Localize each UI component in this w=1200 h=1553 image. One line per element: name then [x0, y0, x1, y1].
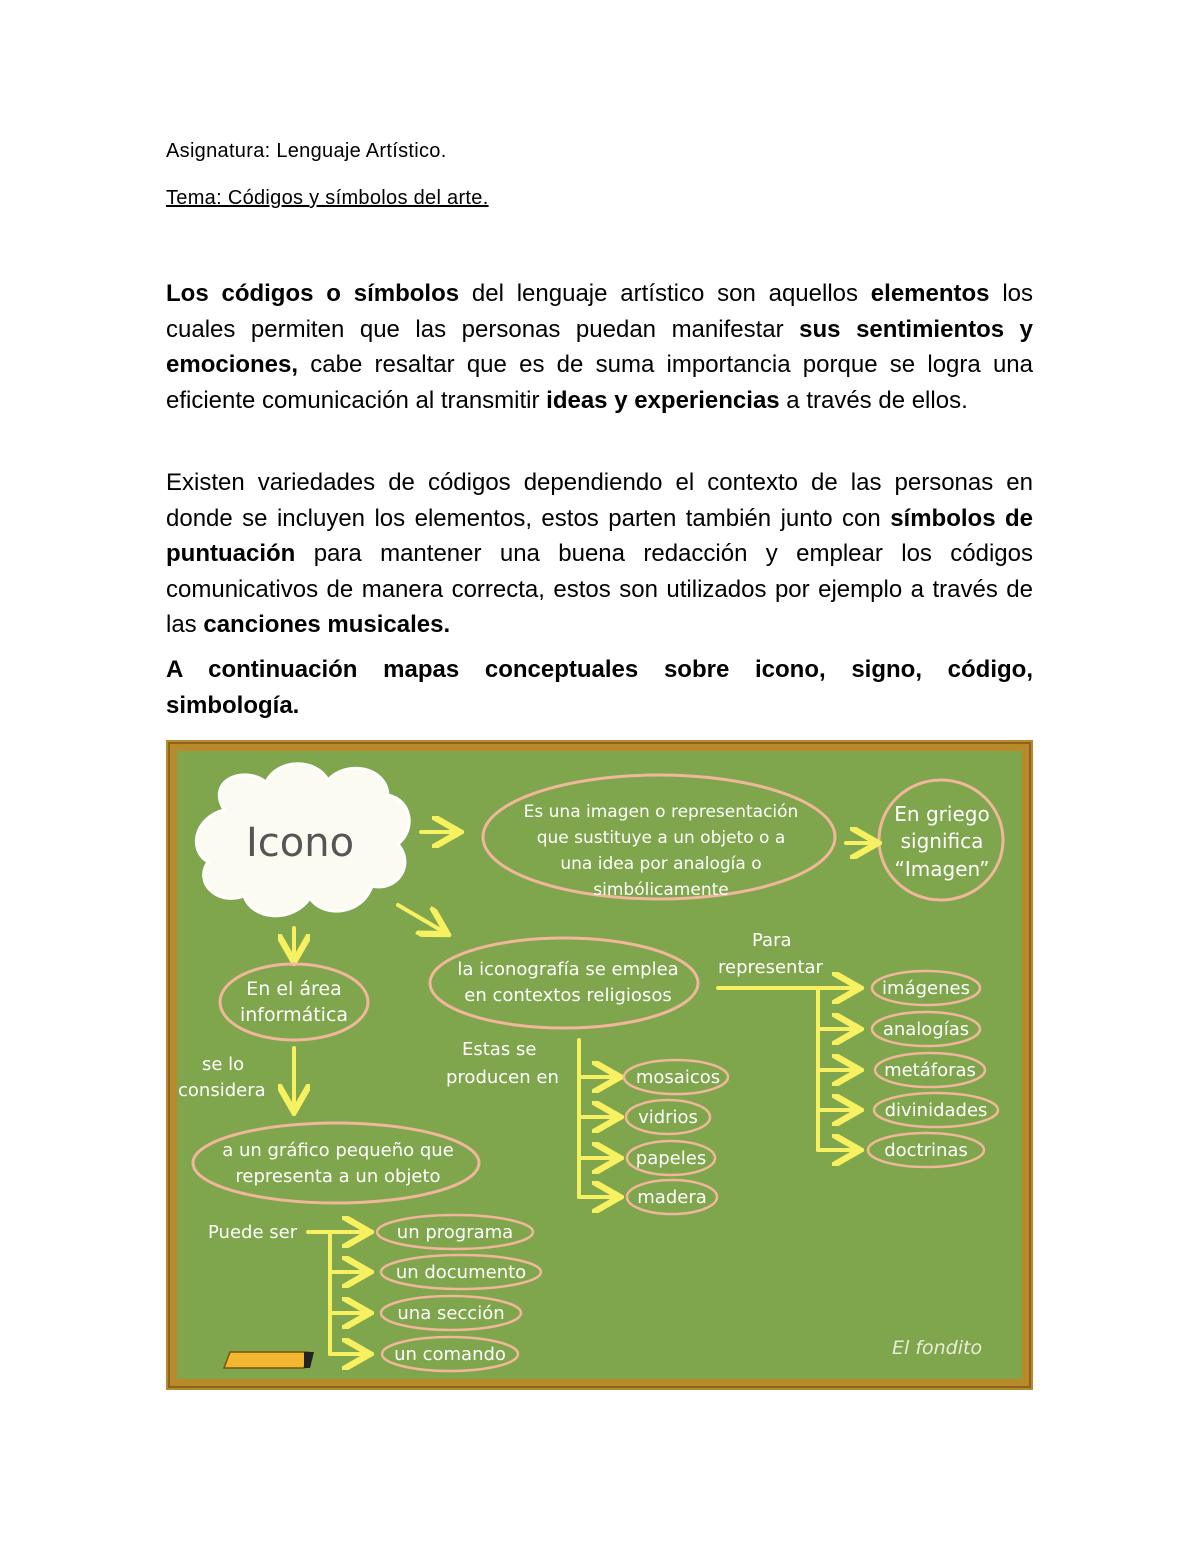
greek-line: significa [900, 829, 984, 853]
greek-line: “Imagen” [894, 857, 990, 881]
puede-ser-item: un programa [396, 1222, 514, 1243]
icono-title: Icono [245, 820, 355, 866]
concept-map-chalkboard [166, 740, 1033, 1390]
text-run: cabe resaltar que es de suma importancia porque se logra una eficiente comunicación al transmitir [166, 351, 1033, 414]
puede-ser-label: Puede ser [208, 1222, 298, 1243]
text-run: los cuales permiten que las personas puedan manifestar [166, 280, 1033, 343]
iconografia-line: la iconografía se emplea [457, 959, 679, 980]
puede-ser-item: un comando [394, 1344, 506, 1365]
material-item: papeles [635, 1148, 707, 1169]
text-run: del lenguaje artístico son aquellos [459, 280, 871, 307]
representa-item: imágenes [882, 978, 970, 999]
informatica-line: En el área [246, 978, 342, 1000]
iconografia-line: en contextos religiosos [464, 985, 672, 1006]
material-item: vidrios [638, 1107, 698, 1128]
paragraph-codes-definition [166, 276, 1033, 418]
definition-line: que sustituye a un objeto o a [536, 828, 786, 848]
grafico-line: a un gráfico pequeño que [222, 1140, 454, 1161]
bold-phrase: elementos [870, 280, 990, 307]
text-run: para mantener una buena redacción y emplear los códigos comunicativos de manera correcta, estos son utilizados por ejemplo a través de las [166, 540, 1033, 638]
informatica-line: informática [239, 1004, 349, 1026]
se-producen-line: Estas se [462, 1039, 537, 1060]
bold-phrase: símbolos de puntuación [166, 504, 1034, 567]
representa-item: analogías [882, 1019, 970, 1040]
text-run: Existen variedades de códigos dependiendo el contexto de las personas en donde se incluyen los elementos, estos parten también junto con [166, 469, 1033, 532]
representa-item: divinidades [884, 1100, 988, 1121]
representa-item: doctrinas [884, 1140, 968, 1161]
greek-line: En griego [894, 802, 990, 826]
se-lo-considera-line: considera [178, 1080, 266, 1101]
representa-item: metáforas [884, 1060, 976, 1081]
subject-line: Asignatura: Lenguaje Artístico. [166, 140, 447, 162]
material-item: mosaicos [635, 1067, 721, 1088]
puede-ser-item: un documento [395, 1262, 527, 1283]
se-producen-line: producen en [446, 1067, 559, 1088]
grafico-line: representa a un objeto [235, 1166, 441, 1187]
eraser-icon [224, 1352, 314, 1368]
bold-phrase: canciones musicales. [203, 611, 451, 638]
definition-line: simbólicamente [593, 880, 729, 900]
definition-line: una idea por analogía o [560, 854, 762, 874]
se-lo-considera-line: se lo [202, 1054, 245, 1075]
bold-phrase: sus sentimientos y emociones, [166, 315, 1033, 378]
material-item: madera [637, 1187, 707, 1208]
paragraph-code-varieties [166, 465, 1033, 643]
text-run: a través de ellos. [779, 386, 968, 414]
bold-phrase: Los códigos o símbolos [166, 280, 460, 307]
topic-line: Tema: Códigos y símbolos del arte. [166, 187, 489, 209]
signature: El fondito [892, 1337, 983, 1359]
para-representar-line: representar [718, 957, 823, 978]
definition-line: Es una imagen o representación [523, 802, 799, 822]
puede-ser-item: una sección [397, 1303, 505, 1324]
paragraph-intro-maps: A continuación mapas conceptuales sobre icono, signo, código, simbología. [166, 656, 1033, 719]
para-representar-line: Para [752, 930, 792, 951]
bold-phrase: ideas y experiencias [546, 386, 780, 414]
